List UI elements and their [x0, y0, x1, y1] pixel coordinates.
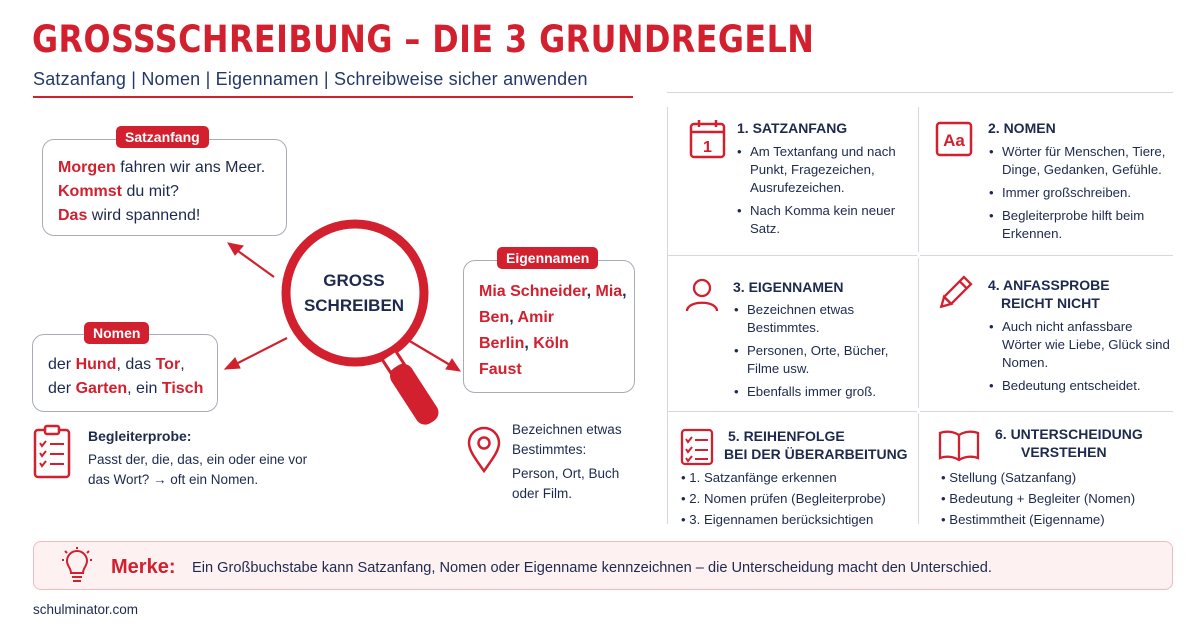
bezeichnen-text [512, 420, 642, 504]
clipboard-icon [33, 424, 73, 480]
card-title-line: BEI DER ÜBERARBEITUNG [724, 446, 908, 462]
begleiterprobe-text: Passt der, die, das, ein oder eine vor das Wort? → oft ein Nomen. [88, 452, 308, 487]
list-item: • Begleiterprobe hilft beim Erkennen. [988, 207, 1170, 243]
card-list-anfassprobe [988, 318, 1170, 400]
list-item: • Ebenfalls immer groß. [733, 383, 908, 401]
arrow-to-eigennamen [408, 340, 450, 365]
card-list-eigennamen [733, 301, 908, 406]
nomen-tag: Nomen [84, 322, 149, 344]
begleiterprobe-heading: Begleiterprobe: [88, 428, 192, 444]
merke-text: Ein Großbuchstabe kann Satzanfang, Nomen oder Eigenname kennzeichnen – die Unterscheidung macht den Unterschied. [192, 560, 992, 576]
location-pin-icon [466, 426, 502, 474]
list-item: • Auch nicht anfassbare Wörter wie Liebe, Glück sind Nomen. [988, 318, 1170, 372]
calendar-icon [689, 118, 727, 160]
person-icon [684, 276, 720, 314]
card-title-satzanfang: 1. SATZANFANG [737, 120, 848, 136]
svg-text:Aa: Aa [943, 131, 965, 150]
card-list-unterscheidung [941, 469, 1171, 532]
bezeichnen-line1: Bezeichnen etwas Bestimmtes: [512, 422, 622, 457]
example-line: Berlin, Köln [479, 335, 569, 352]
footer-source: schulminator.com [33, 602, 139, 617]
grid-divider [918, 107, 919, 252]
arrow-to-satzanfang [238, 251, 274, 277]
card-title-nomen: 2. NOMEN [988, 120, 1056, 136]
svg-text:1: 1 [703, 139, 712, 156]
panel-top-divider [667, 92, 1173, 93]
pencil-icon [935, 275, 973, 313]
center-label-line2: SCHREIBEN [303, 296, 405, 315]
aa-letters-icon [935, 121, 973, 157]
satzanfang-tag: Satzanfang [116, 126, 209, 148]
grid-divider [920, 411, 1173, 412]
example-line: der Garten, ein Tisch [48, 380, 204, 397]
card-list-reihenfolge [681, 469, 913, 532]
list-item: • 3. Eigennamen berücksichtigen [681, 512, 874, 527]
grid-divider [920, 255, 1173, 256]
grid-divider [918, 258, 919, 408]
example-line: Mia Schneider, Mia, [479, 283, 627, 300]
card-title-line: 4. ANFASSPROBE [988, 277, 1110, 293]
page-title: GROSSSCHREIBUNG – DIE 3 GRUNDREGELN [32, 18, 815, 61]
grid-divider [667, 411, 917, 412]
example-line: Faust [479, 361, 522, 378]
checklist-icon [680, 428, 714, 466]
card-list-nomen [988, 143, 1170, 248]
page-subtitle: Satzanfang | Nomen | Eigennamen | Schreibweise sicher anwenden [33, 69, 588, 89]
arrow-to-nomen [236, 338, 287, 364]
list-item: • 1. Satzanfänge erkennen [681, 470, 837, 485]
magnifier-handle [379, 348, 443, 428]
bezeichnen-line2: Person, Ort, Buch oder Film. [512, 466, 620, 501]
example-line: Kommst du mit? [58, 183, 179, 200]
example-line: Ben, Amir [479, 309, 554, 326]
list-item: • Bedeutung entscheidet. [988, 377, 1170, 395]
merke-label: Merke: [111, 556, 176, 578]
list-item: • Bezeichnen etwas Bestimmtes. [733, 301, 908, 337]
eigennamen-tag: Eigennamen [497, 247, 598, 269]
card-title-line: 5. REIHENFOLGE [728, 428, 845, 444]
list-item: • Bestimmtheit (Eigenname) [941, 512, 1105, 527]
card-title-line: VERSTEHEN [1021, 444, 1107, 460]
book-icon [937, 428, 981, 464]
card-title-eigennamen: 3. EIGENNAMEN [733, 279, 844, 295]
card-list-satzanfang [736, 143, 908, 243]
card-title-line: REICHT NICHT [1001, 295, 1100, 311]
arrow-head-nomen [225, 358, 240, 369]
list-item: • 2. Nomen prüfen (Begleiterprobe) [681, 491, 886, 506]
example-line: Morgen fahren wir ans Meer. [58, 159, 266, 176]
lightbulb-icon [60, 547, 94, 587]
list-item: • Personen, Orte, Bücher, Filme usw. [733, 342, 908, 378]
example-line: Das wird spannend! [58, 207, 201, 224]
center-label-line1: GROSS [323, 271, 385, 290]
card-title-unterscheidung [995, 425, 1143, 461]
grid-divider [667, 107, 668, 524]
grid-divider [667, 255, 917, 256]
card-title-reihenfolge [724, 427, 908, 463]
nomen-example-box [32, 334, 218, 412]
card-title-line: 6. UNTERSCHEIDUNG [995, 426, 1143, 442]
center-label [298, 268, 410, 318]
grid-divider [918, 414, 919, 524]
list-item: • Wörter für Menschen, Tiere, Dinge, Gedanken, Gefühle. [988, 143, 1170, 179]
satzanfang-example-box [42, 139, 287, 236]
list-item: • Nach Komma kein neuer Satz. [736, 202, 908, 238]
card-title-anfassprobe [988, 276, 1110, 312]
example-line: der Hund, das Tor, [48, 356, 185, 373]
list-item: • Stellung (Satzanfang) [941, 470, 1077, 485]
list-item: • Immer großschreiben. [988, 184, 1170, 202]
eigennamen-example-box [463, 260, 635, 393]
list-item: • Am Textanfang und nach Punkt, Fragezeichen, Ausrufezeichen. [736, 143, 908, 197]
arrow-head-eigennamen [446, 359, 460, 371]
list-item: • Bedeutung + Begleiter (Nomen) [941, 491, 1136, 506]
